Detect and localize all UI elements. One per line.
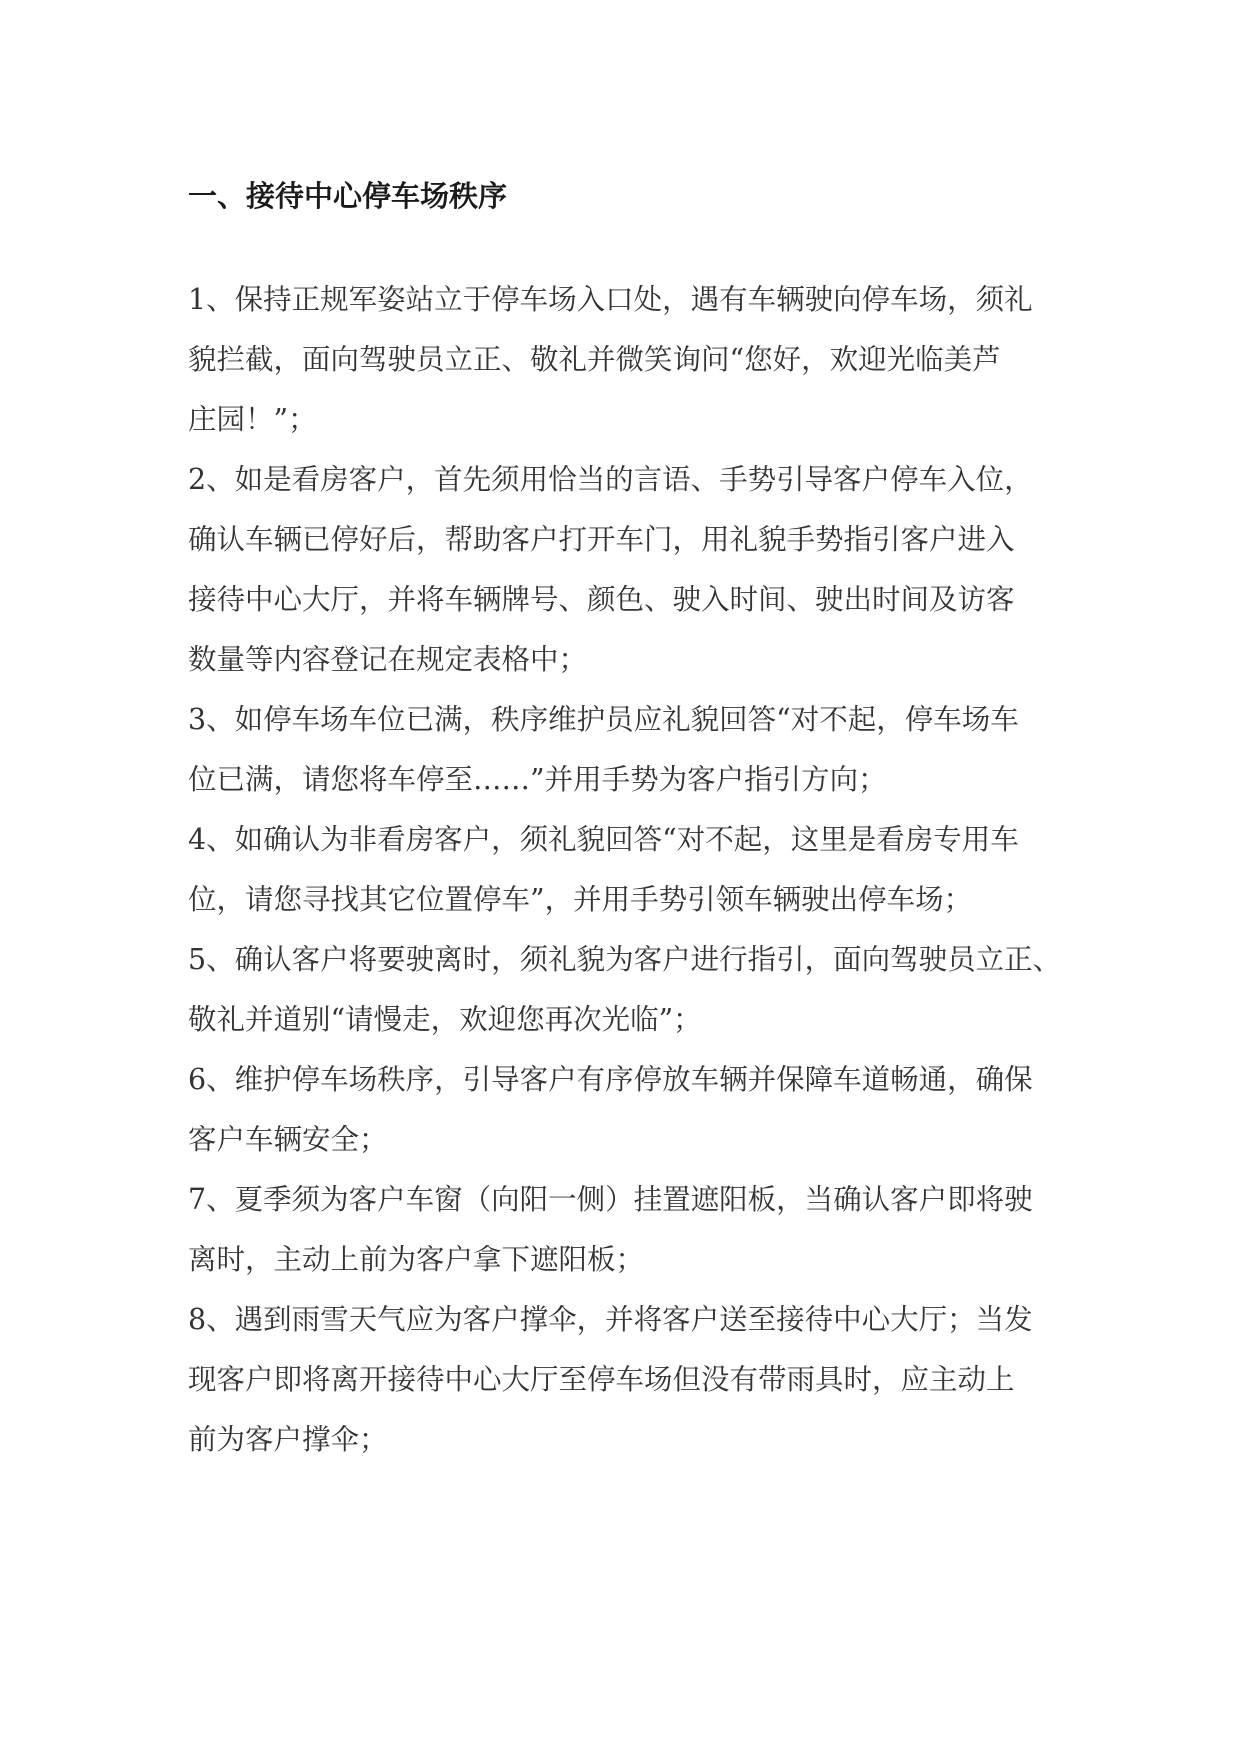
text-line: 位已满，请您将车停至……”并用手势为客户指引方向； — [188, 763, 887, 796]
text-line: 数量等内容登记在规定表格中； — [188, 643, 588, 676]
text-line: 1、保持正规军姿站立于停车场入口处，遇有车辆驶向停车场，须礼 — [188, 283, 1033, 316]
text-line: 庄园！”； — [188, 403, 317, 436]
text-line: 前为客户撑伞； — [188, 1423, 388, 1456]
text-line: 2、如是看房客户，首先须用恰当的言语、手势引导客户停车入位， — [188, 463, 1033, 496]
text-line: 4、如确认为非看房客户，须礼貌回答“对不起，这里是看房专用车 — [188, 823, 1019, 856]
text-line: 现客户即将离开接待中心大厅至停车场但没有带雨具时，应主动上 — [188, 1363, 1015, 1396]
text-line: 确认车辆已停好后，帮助客户打开车门，用礼貌手势指引客户进入 — [188, 523, 1015, 556]
text-line: 8、遇到雨雪天气应为客户撑伞，并将客户送至接待中心大厅；当发 — [188, 1303, 1033, 1336]
text-line: 3、如停车场车位已满，秩序维护员应礼貌回答“对不起，停车场车 — [188, 703, 1019, 736]
text-line: 7、夏季须为客户车窗（向阳一侧）挂置遮阳板，当确认客户即将驶 — [188, 1183, 1033, 1216]
text-line: 貌拦截，面向驾驶员立正、敬礼并微笑询问“您好，欢迎光临美芦 — [188, 343, 1001, 376]
text-line: 离时，主动上前为客户拿下遮阳板； — [188, 1243, 645, 1276]
section-title: 一、接待中心停车场秩序 — [188, 179, 508, 213]
text-line: 客户车辆安全； — [188, 1123, 388, 1156]
text-line: 位，请您寻找其它位置停车”，并用手势引领车辆驶出停车场； — [188, 883, 973, 916]
text-line: 6、维护停车场秩序，引导客户有序停放车辆并保障车道畅通，确保 — [188, 1063, 1033, 1096]
text-line: 5、确认客户将要驶离时，须礼貌为客户进行指引，面向驾驶员立正、 — [188, 943, 1062, 976]
body-text — [188, 270, 1068, 1470]
text-line: 接待中心大厅，并将车辆牌号、颜色、驶入时间、驶出时间及访客 — [188, 583, 1015, 616]
text-line: 敬礼并道别“请慢走，欢迎您再次光临”； — [188, 1003, 702, 1036]
